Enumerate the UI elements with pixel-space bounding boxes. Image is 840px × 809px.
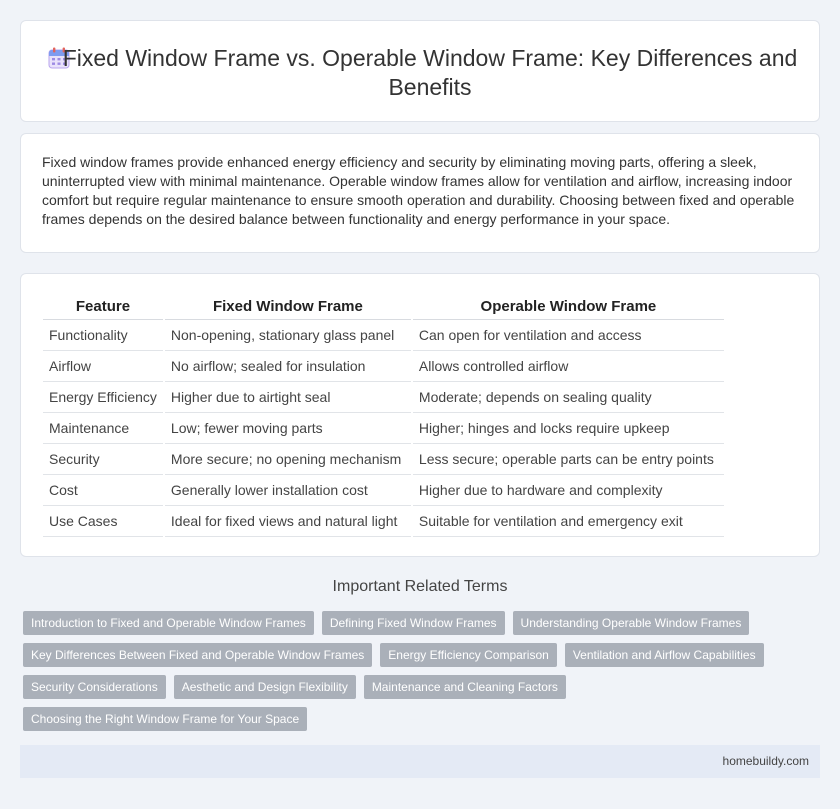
table-cell: Low; fewer moving parts: [164, 412, 412, 443]
comparison-table: [43, 295, 724, 537]
table-cell: Allows controlled airflow: [412, 350, 724, 381]
related-term-tag[interactable]: Defining Fixed Window Frames: [322, 611, 505, 635]
intro-paragraph: Fixed window frames provide enhanced energy efficiency and security by eliminating moving parts, offering a sleek, uninterrupted view with minimal maintenance. Operable window frames allow for ventilation and airflow, increasing indoor comfort but require regular maintenance to ensure smooth operation and durability. Choosing between fixed and operable frames depends on the desired balance between functionality and energy performance in your space.: [42, 154, 795, 227]
related-term-tag[interactable]: Energy Efficiency Comparison: [380, 643, 557, 667]
intro-card: [20, 133, 820, 253]
table-cell: Functionality: [43, 319, 164, 350]
table-cell: Moderate; depends on sealing quality: [412, 381, 724, 412]
page-title: Fixed Window Frame vs. Operable Window Frame: Key Differences and Benefits: [62, 45, 798, 100]
related-term-tag[interactable]: Understanding Operable Window Frames: [513, 611, 750, 635]
table-cell: Higher due to hardware and complexity: [412, 474, 724, 505]
column-header: Feature: [43, 295, 164, 319]
related-term-tag[interactable]: Key Differences Between Fixed and Operable Window Frames: [23, 643, 372, 667]
table-cell: Ideal for fixed views and natural light: [164, 505, 412, 536]
related-terms-list: [23, 611, 813, 739]
table-row: [43, 412, 724, 443]
table-cell: Non-opening, stationary glass panel: [164, 319, 412, 350]
table-row: [43, 505, 724, 536]
column-header: Fixed Window Frame: [164, 295, 412, 319]
table-cell: Security: [43, 443, 164, 474]
title-card: [20, 20, 820, 122]
table-cell: Use Cases: [43, 505, 164, 536]
table-cell: More secure; no opening mechanism: [164, 443, 412, 474]
related-term-tag[interactable]: Maintenance and Cleaning Factors: [364, 675, 566, 699]
table-row: [43, 381, 724, 412]
column-header: Operable Window Frame: [412, 295, 724, 319]
table-row: [43, 443, 724, 474]
table-cell: Cost: [43, 474, 164, 505]
related-term-tag[interactable]: Ventilation and Airflow Capabilities: [565, 643, 764, 667]
table-cell: No airflow; sealed for insulation: [164, 350, 412, 381]
table-cell: Can open for ventilation and access: [412, 319, 724, 350]
table-cell: Maintenance: [43, 412, 164, 443]
related-term-tag[interactable]: Choosing the Right Window Frame for Your Space: [23, 707, 307, 731]
related-term-tag[interactable]: Aesthetic and Design Flexibility: [174, 675, 356, 699]
related-terms-title: Important Related Terms: [332, 578, 508, 595]
table-cell: Energy Efficiency: [43, 381, 164, 412]
table-row: [43, 319, 724, 350]
related-term-tag[interactable]: Security Considerations: [23, 675, 166, 699]
table-cell: Suitable for ventilation and emergency exit: [412, 505, 724, 536]
site-name[interactable]: homebuildy.com: [722, 754, 809, 768]
table-cell: Less secure; operable parts can be entry points: [412, 443, 724, 474]
related-term-tag[interactable]: Introduction to Fixed and Operable Window Frames: [23, 611, 314, 635]
table-cell: Airflow: [43, 350, 164, 381]
table-header-row: [43, 295, 724, 319]
table-row: [43, 350, 724, 381]
table-cell: Generally lower installation cost: [164, 474, 412, 505]
table-row: [43, 474, 724, 505]
table-cell: Higher due to airtight seal: [164, 381, 412, 412]
comparison-card: [20, 273, 820, 557]
footer: [20, 745, 820, 778]
table-cell: Higher; hinges and locks require upkeep: [412, 412, 724, 443]
